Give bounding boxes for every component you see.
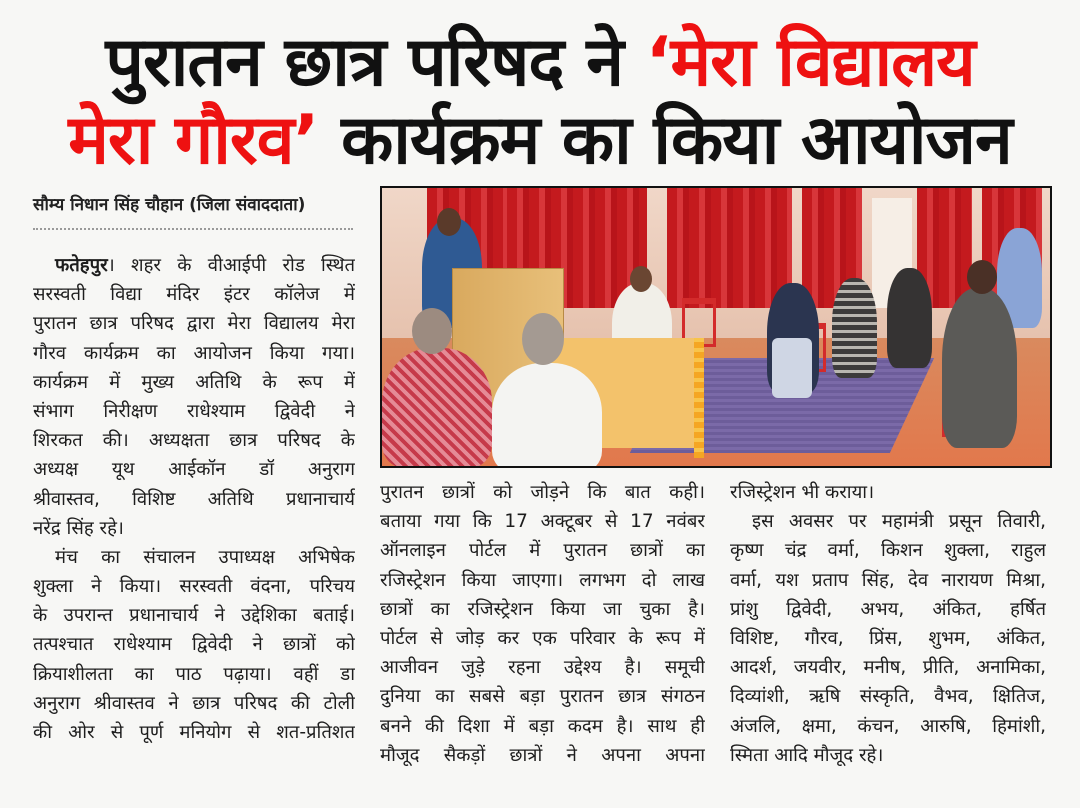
article-column-1 <box>33 251 355 747</box>
text-line: दुनिया का सबसे बड़ा पुरातन छात्र संगठन <box>380 686 705 708</box>
text-line: अनुराग श्रीवास्तव ने छात्र परिषद की टोली <box>33 692 355 714</box>
article-column-3 <box>730 478 1046 770</box>
text-line: मौजूद सैकड़ों छात्रों ने अपना अपना <box>380 744 705 766</box>
headline-red-part: मेरा गौरव’ <box>68 101 319 180</box>
headline-line-1 <box>0 24 1080 102</box>
text-line: आदर्श, जयवीर, मनीष, प्रीति, अनामिका, <box>730 657 1046 679</box>
attendee-legs <box>772 338 812 398</box>
text-line: प्रांशु द्विवेदी, अभय, अंकित, हर्षित <box>730 598 1046 620</box>
attendee-head <box>412 308 452 354</box>
text-line: रजिस्ट्रेशन भी कराया। <box>730 482 875 503</box>
text-line: छात्रों का रजिस्ट्रेशन किया जा चुका है। <box>380 598 705 620</box>
text-line: सरस्वती विद्या मंदिर इंटर कॉलेज में <box>33 284 355 306</box>
marigold-garland <box>694 338 704 458</box>
dotted-divider <box>33 228 353 230</box>
attendee-figure <box>942 288 1017 448</box>
text-line: संभाग निरीक्षण राधेश्याम द्विवेदी ने <box>33 400 355 422</box>
text-line: शुक्ला ने किया। सरस्वती वंदना, परिचय <box>33 576 355 598</box>
text-line: की ओर से पूर्ण मनियोग से शत-प्रतिशत <box>33 722 355 743</box>
attendee-figure <box>492 363 602 468</box>
text-line: मंच का संचालन उपाध्यक्ष अभिषेक <box>55 546 355 568</box>
text-line: नरेंद्र सिंह रहे। <box>33 517 124 539</box>
dateline-place: फतेहपुर <box>55 255 108 276</box>
text-line: गौरव कार्यक्रम का आयोजन किया गया। <box>33 342 355 364</box>
text-line: इस अवसर पर महामंत्री प्रसून तिवारी, <box>752 511 1046 533</box>
text-line: तत्पश्चात राधेश्याम द्विवेदी ने छात्रों को <box>33 634 355 656</box>
headline-red-part: ‘मेरा विद्यालय <box>645 23 975 102</box>
text-line: आजीवन जुड़े रहना उद्देश्य है। समूची <box>380 657 705 679</box>
attendee-figure <box>887 268 932 368</box>
text-line: ऑनलाइन पोर्टल में पुरातन छात्रों का <box>380 540 705 562</box>
text-line: शिरकत की। अध्यक्षता छात्र परिषद के <box>33 430 355 452</box>
attendee-head <box>967 260 997 294</box>
text-line: क्रियाशीलता का पाठ पढ़ाया। वहीं डा <box>33 663 355 685</box>
text-line: स्मिता आदि मौजूद रहे। <box>730 744 884 766</box>
headline-black-part: पुरातन छात्र परिषद ने <box>105 23 646 102</box>
text-line: पोर्टल से जोड़ कर एक परिवार के रूप में <box>380 627 705 649</box>
text-line: विशिष्ट, गौरव, प्रिंस, शुभम, अंकित, <box>730 627 1046 649</box>
headline-black-part: कार्यक्रम का किया आयोजन <box>318 101 1012 180</box>
news-photo <box>380 186 1052 468</box>
attendee-figure <box>832 278 877 378</box>
speaker-head <box>437 208 461 236</box>
text-line: श्रीवास्तव, विशिष्ट अतिथि प्रधानाचार्य <box>33 488 355 510</box>
text-line: रजिस्ट्रेशन किया जाएगा। लगभग दो लाख <box>380 569 705 591</box>
text-line: बनने की दिशा में बड़ा कदम है। साथ ही <box>380 715 705 737</box>
text-line: अंजलि, क्षमा, कंचन, आरुषि, हिमांशी, <box>730 715 1046 737</box>
attendee-figure <box>382 348 492 468</box>
text-line: कृष्ण चंद्र वर्मा, किशन शुक्ला, राहुल <box>730 540 1046 562</box>
text-line: फतेहपुर। शहर के वीआईपी रोड स्थित <box>55 255 355 276</box>
text-line: दिव्यांशी, ऋषि संस्कृति, वैभव, क्षितिज, <box>730 686 1046 708</box>
curtain <box>667 188 792 308</box>
text-line: पुरातन छात्र परिषद द्वारा मेरा विद्यालय मेरा <box>33 313 355 335</box>
attendee-head <box>522 313 564 365</box>
article-column-2 <box>380 478 705 770</box>
byline: सौम्य निधान सिंह चौहान (जिला संवाददाता) <box>33 195 306 215</box>
text-line: पुरातन छात्रों को जोड़ने कि बात कही। <box>380 482 705 503</box>
attendee-head <box>630 266 652 292</box>
text-line: वर्मा, यश प्रताप सिंह, देव नारायण मिश्रा, <box>730 569 1046 591</box>
text-line: अध्यक्ष यूथ आईकॉन डॉ अनुराग <box>33 459 355 481</box>
text-line: के उपरान्त प्रधानाचार्य ने उद्देशिका बताई। <box>33 605 355 627</box>
text-line: कार्यक्रम में मुख्य अतिथि के रूप में <box>33 371 355 393</box>
text-line: बताया गया कि 17 अक्टूबर से 17 नवंबर <box>380 511 705 533</box>
headline-line-2 <box>0 102 1080 180</box>
